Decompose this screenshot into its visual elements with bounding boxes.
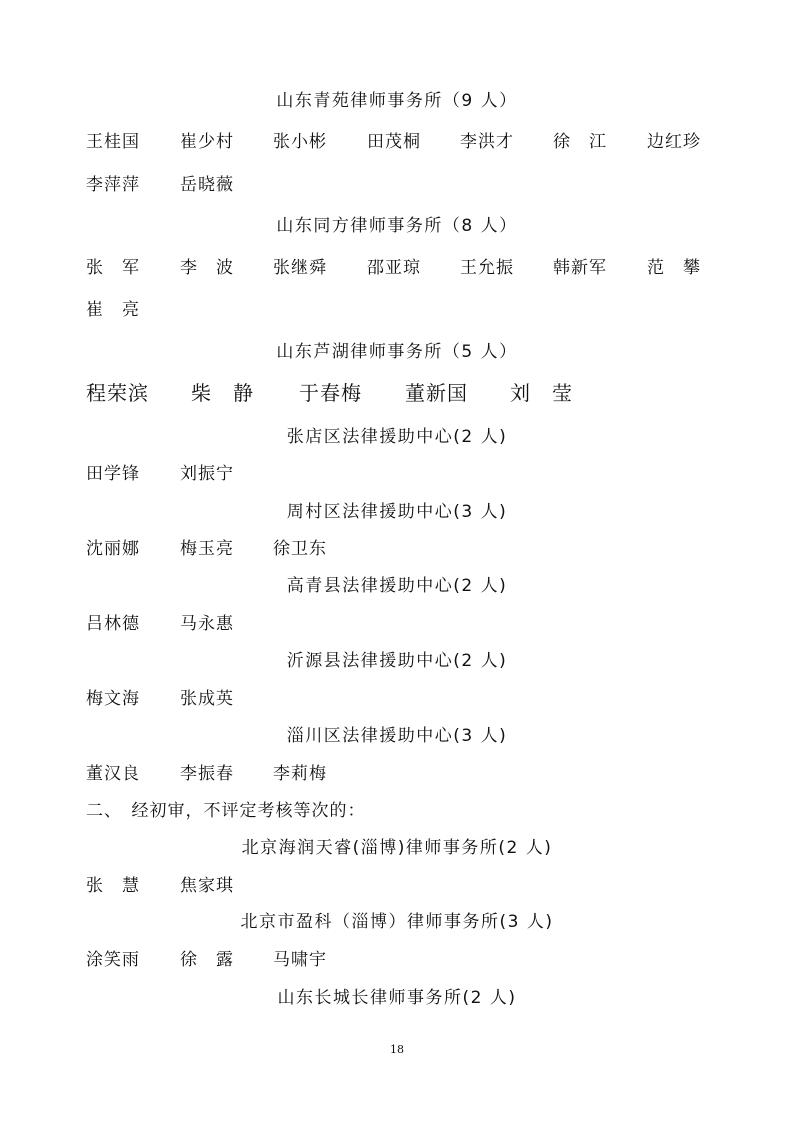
- person-name: 马永惠: [180, 614, 234, 634]
- name-row: [86, 945, 726, 973]
- center-title: 沂源县法律援助中心(2 人): [286, 651, 508, 671]
- person-name: 涂笑雨: [86, 950, 140, 970]
- name-row: [86, 459, 726, 487]
- person-name: 边红珍: [647, 132, 701, 152]
- name-row: [86, 684, 726, 712]
- person-name: 邵亚琼: [367, 258, 421, 278]
- person-name: 董新国: [405, 381, 468, 405]
- center-title: 张店区法律援助中心(2 人): [286, 427, 508, 447]
- person-name: 程荣滨: [86, 381, 149, 405]
- person-name: 柴 静: [191, 381, 254, 405]
- person-name: 徐卫东: [273, 539, 327, 559]
- section-heading: [86, 796, 726, 824]
- person-name: 董汉良: [86, 764, 140, 784]
- person-name: 焦家琪: [180, 876, 234, 896]
- section-two-text: 二、 经初审，不评定考核等次的：: [86, 801, 366, 821]
- firm-title: 北京海润天睿(淄博)律师事务所(2 人): [241, 838, 553, 858]
- person-name: 吕林德: [86, 614, 140, 634]
- center-title: 淄川区法律援助中心(3 人): [286, 726, 508, 746]
- person-name: 李振春: [180, 764, 234, 784]
- name-row: [86, 871, 726, 899]
- name-row: [86, 377, 726, 405]
- person-name: 李萍萍: [86, 175, 140, 195]
- person-name: 韩新军: [553, 258, 607, 278]
- name-row: [86, 253, 726, 281]
- firm-title: 北京市盈科（淄博）律师事务所(3 人): [240, 912, 554, 932]
- person-name: 张 军: [86, 258, 140, 278]
- person-name: 李 波: [180, 258, 234, 278]
- center-title: 高青县法律援助中心(2 人): [286, 576, 508, 596]
- person-name: 范 攀: [647, 258, 701, 278]
- person-name: 张成英: [180, 689, 234, 709]
- person-name: 田学锋: [86, 464, 140, 484]
- name-row: [86, 170, 726, 198]
- firm-title: 山东同方律师事务所（8 人）: [276, 216, 518, 236]
- person-name: 崔少村: [180, 132, 234, 152]
- person-name: 刘振宁: [180, 464, 234, 484]
- person-name: 田茂桐: [367, 132, 421, 152]
- name-row: [86, 759, 726, 787]
- person-name: 梅文海: [86, 689, 140, 709]
- name-row: [86, 127, 726, 155]
- name-row: [86, 534, 726, 562]
- person-name: 张 慧: [86, 876, 140, 896]
- person-name: 崔 亮: [86, 300, 140, 320]
- person-name: 徐 露: [180, 950, 234, 970]
- person-name: 岳晓薇: [180, 175, 234, 195]
- firm-title: 山东长城长律师事务所(2 人): [277, 988, 517, 1008]
- firm-title: 山东青苑律师事务所（9 人）: [276, 91, 518, 111]
- person-name: 张小彬: [273, 132, 327, 152]
- person-name: 李莉梅: [273, 764, 327, 784]
- firm-title: 山东芦湖律师事务所（5 人）: [276, 342, 518, 362]
- person-name: 于春梅: [299, 381, 362, 405]
- page-number: 18: [390, 1043, 404, 1056]
- person-name: 王桂国: [86, 132, 140, 152]
- center-title: 周村区法律援助中心(3 人): [286, 502, 508, 522]
- person-name: 梅玉亮: [180, 539, 234, 559]
- person-name: 王允振: [460, 258, 514, 278]
- person-name: 张继舜: [273, 258, 327, 278]
- name-row: [86, 609, 726, 637]
- person-name: 刘 莹: [510, 381, 573, 405]
- person-name: 徐 江: [553, 132, 607, 152]
- person-name: 李洪才: [460, 132, 514, 152]
- person-name: 沈丽娜: [86, 539, 140, 559]
- person-name: 马啸宇: [273, 950, 327, 970]
- name-row: [86, 295, 726, 323]
